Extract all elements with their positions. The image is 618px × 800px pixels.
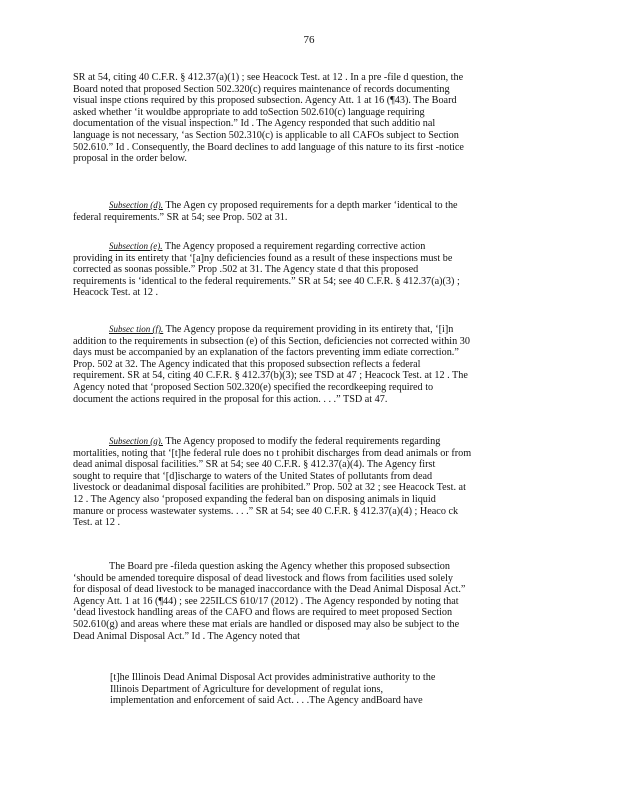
text-line bbox=[73, 200, 545, 212]
text-line: sought to require that ‘[d]ischarge to waters of the United States of pollutants from dead bbox=[73, 470, 433, 482]
text-line: livestock or deadanimal disposal facilities are prohibited.” Prop. 502 at 32 ; see Heacock Test. at bbox=[73, 482, 466, 494]
quote-line: Illinois Department of Agriculture for development of regulat ions, bbox=[110, 683, 384, 695]
quote-line: [t]he Illinois Dead Animal Disposal Act provides administrative authority to the bbox=[110, 672, 436, 683]
paragraph-board-question bbox=[73, 561, 545, 642]
text-line: mortalities, noting that ‘[t]he federal rule does no t prohibit discharges from dead animals or from bbox=[73, 447, 472, 459]
block-quote bbox=[110, 672, 490, 707]
text-line: manure or process wastewater systems. . . .” SR at 54; see 40 C.F.R. § 412.37(a)(4) ; Heaco ck bbox=[73, 505, 459, 517]
text-line: dead animal disposal facilities.” SR at 54; see 40 C.F.R. § 412.37(a)(4). The Agency first bbox=[73, 459, 436, 471]
text-line: proposal in the order below. bbox=[73, 153, 187, 165]
text-line: Agency Att. 1 at 16 (¶44) ; see 225ILCS 610/17 (2012) . The Agency responded by noting that bbox=[73, 595, 459, 607]
text-line: document the actions required in the proposal for this action. . . .” TSD at 47. bbox=[73, 393, 388, 405]
subsection-heading: Subsection (d). bbox=[109, 200, 163, 210]
text-run: The Agency proposed a requirement regarding corrective action bbox=[162, 241, 426, 252]
text-line: 502.610(g) and areas where these mat erials are handled or disposed may also be subject to the bbox=[73, 618, 460, 630]
text-line: Dead Animal Disposal Act.” Id . The Agency noted that bbox=[73, 630, 300, 642]
text-line: 12 . The Agency also ‘proposed expanding the federal ban on disposing animals in liquid bbox=[73, 493, 436, 505]
text-line: asked whether ‘it wouldbe appropriate to add toSection 502.610(c) language requiring bbox=[73, 106, 425, 118]
text-line: The Board pre -fileda question asking the Agency whether this proposed subsection bbox=[109, 561, 450, 572]
text-line: SR at 54, citing 40 C.F.R. § 412.37(a)(1) ; see Heacock Test. at 12 . In a pre -file d question, the bbox=[73, 72, 464, 83]
text-line: Board noted that proposed Section 502.320(c) requires maintenance of records documenting bbox=[73, 83, 450, 95]
text-line bbox=[73, 324, 545, 336]
text-line: Agency noted that ‘proposed Section 502.320(e) specified the recordkeeping required to bbox=[73, 381, 434, 393]
text-line: 502.610.” Id . Consequently, the Board declines to add language of this nature to its first -notice bbox=[73, 141, 464, 153]
text-line: corrected as soonas possible.” Prop .502 at 31. The Agency state d that this proposed bbox=[73, 264, 419, 276]
paragraph-subsection-e bbox=[73, 241, 545, 299]
text-line: providing in its entirety that ‘[a]ny deficiencies found as a result of these inspections must be bbox=[73, 252, 453, 264]
page-number: 76 bbox=[303, 34, 315, 46]
text-line: for disposal of dead livestock to be managed inaccordance with the Dead Animal Disposal Act.” bbox=[73, 584, 466, 596]
text-line: documentation of the visual inspection.” Id . The Agency responded that such additio nal bbox=[73, 118, 436, 130]
text-line: addition to the requirements in subsection (e) of this Section, deficiencies not corrected within 30 bbox=[73, 335, 470, 347]
text-line: Test. at 12 . bbox=[73, 517, 121, 529]
subsection-heading: Subsection (e). bbox=[109, 241, 163, 251]
paragraph-subsection-g bbox=[73, 436, 545, 529]
text-line: ‘dead livestock handling areas of the CAFO and flows are required to meet proposed Section bbox=[73, 607, 453, 619]
subsection-heading: Subsec tion (f). bbox=[109, 324, 164, 334]
subsection-heading: Subsection (g). bbox=[109, 436, 163, 446]
text-line: requirements is ‘identical to the federal requirements.” SR at 54; see 40 C.F.R. § 412.37(a)(3) ; bbox=[73, 275, 460, 287]
text-run: The Agency proposed to modify the federal requirements regarding bbox=[163, 436, 441, 447]
text-line: ‘should be amended torequire disposal of dead livestock and flows from facilities used solely bbox=[73, 572, 453, 584]
paragraph-subsection-f bbox=[73, 324, 545, 405]
text-line: Heacock Test. at 12 . bbox=[73, 287, 159, 299]
text-run: The Agen cy proposed requirements for a depth marker ‘identical to the bbox=[163, 200, 458, 211]
text-line bbox=[73, 241, 545, 253]
text-line: days must be accompanied by an explanation of the factors preventing imm ediate correction.” bbox=[73, 347, 459, 359]
text-line bbox=[73, 436, 545, 448]
paragraph-subsection-d bbox=[73, 200, 545, 223]
text-line: Prop. 502 at 32. The Agency indicated that this proposed subsection reflects a federal bbox=[73, 358, 421, 370]
paragraph-intro bbox=[73, 72, 545, 165]
quote-line: implementation and enforcement of said Act. . . .The Agency andBoard have bbox=[110, 695, 423, 707]
text-line: requirement. SR at 54, citing 40 C.F.R. § 412.37(b)(3); see TSD at 47 ; Heacock Test. at 12 . The bbox=[73, 370, 468, 382]
text-line: language is not necessary, ‘as Section 502.310(c) is applicable to all CAFOs subject to Section bbox=[73, 129, 459, 141]
text-run: The Agency propose da requirement providing in its entirety that, ‘[i]n bbox=[163, 324, 454, 335]
text-line: visual inspe ctions required by this proposed subsection. Agency Att. 1 at 16 (¶43). The Board bbox=[73, 95, 457, 107]
text-line: federal requirements.” SR at 54; see Prop. 502 at 31. bbox=[73, 211, 288, 223]
